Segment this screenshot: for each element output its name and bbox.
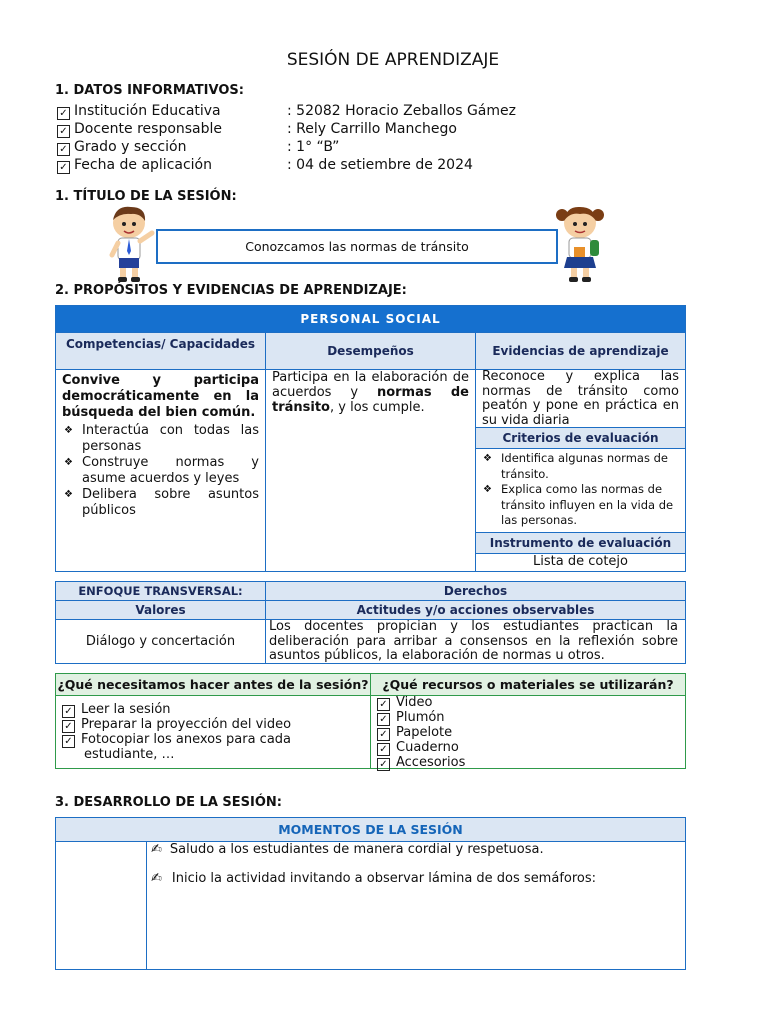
- list-item: [62, 718, 370, 733]
- criterios-cell: [475, 448, 686, 533]
- antes-list: [62, 703, 370, 763]
- session-title-text: Conozcamos las normas de tránsito: [245, 239, 469, 254]
- checkbox-icon: ✓: [377, 698, 390, 711]
- desempeno-part: , y los cumple.: [330, 400, 425, 415]
- instrumento-header: Instrumento de evaluación: [475, 532, 686, 554]
- enfoque-label: ENFOQUE TRANSVERSAL:: [55, 581, 266, 601]
- instrumento-value: Lista de cotejo: [475, 553, 686, 572]
- list-item: [377, 696, 685, 711]
- datos-label: Institución Educativa: [74, 103, 221, 119]
- list-item: [377, 711, 685, 726]
- list-item: [151, 871, 596, 886]
- desempeno-bold: normas de tránsito: [272, 385, 469, 415]
- list-item: ❖ Delibera sobre asuntos públicos: [62, 487, 259, 519]
- writing-hand-icon: ✍: [151, 871, 162, 886]
- list-item: ❖ Interactúa con todas las personas: [62, 423, 259, 455]
- antes-header: ¿Qué necesitamos hacer antes de la sesión?: [55, 673, 371, 696]
- datos-label: Docente responsable: [74, 121, 223, 137]
- checkbox-icon: ✓: [57, 125, 70, 138]
- momento-label-cell: [55, 841, 147, 970]
- list-item: ❖ Construye normas y asume acuerdos y leyes: [62, 455, 259, 487]
- girl-student-icon: [552, 203, 608, 285]
- actitud-text: Los docentes propician y los estudiantes practican la deliberación para arribar a consensos en la reflexión sobre asuntos públicos, la elaboración de normas u otros.: [269, 619, 678, 663]
- section-propositos-heading: 2. PROPÓSITOS Y EVIDENCIAS DE APRENDIZAJE:: [55, 283, 407, 298]
- list-item-label: Inicio la actividad invitando a observar lámina de dos semáforos:: [171, 871, 597, 886]
- datos-value: : 52082 Horacio Zeballos Gámez: [287, 103, 516, 119]
- actitudes-header: Actitudes y/o acciones observables: [265, 600, 686, 620]
- list-item-label: Papelote: [396, 725, 453, 740]
- list-item-label: Plumón: [396, 710, 445, 725]
- recursos-list: [377, 696, 685, 771]
- evidencias-col-header: Evidencias de aprendizaje: [475, 332, 686, 370]
- competencias-col-header: Competencias/ Capacidades: [55, 332, 266, 370]
- list-item: ❖ Explica como las normas de tránsito influyen en la vida de las personas.: [481, 482, 679, 529]
- list-item-label: Fotocopiar los anexos para cada estudiante, …: [81, 732, 292, 762]
- list-item-label: Leer la sesión: [81, 702, 171, 717]
- desempeno-text: [272, 370, 469, 415]
- datos-value: : 1° “B”: [287, 139, 340, 155]
- momento-content-cell: [146, 841, 686, 970]
- datos-informativos: [57, 103, 657, 179]
- actitud-cell: [265, 619, 686, 664]
- list-item-label: Preparar la proyección del video: [81, 717, 292, 732]
- checkbox-icon: ✓: [377, 728, 390, 741]
- checkbox-icon: ✓: [62, 720, 75, 733]
- valores-header: Valores: [55, 600, 266, 620]
- datos-value: : Rely Carrillo Manchego: [287, 121, 457, 137]
- checkbox-icon: ✓: [62, 735, 75, 748]
- checkbox-icon: ✓: [57, 143, 70, 156]
- criterios-list: [481, 451, 679, 529]
- recursos-cell: [370, 695, 686, 769]
- list-item: [377, 726, 685, 741]
- datos-label: Fecha de aplicación: [74, 157, 212, 173]
- evidencia-text: Reconoce y explica las normas de tránsito como peatón y pone en práctica en su vida diaria: [482, 369, 679, 428]
- competencias-cell: [55, 369, 266, 572]
- checkbox-icon: ✓: [377, 713, 390, 726]
- list-item: [62, 733, 344, 763]
- list-item-label: Video: [396, 695, 433, 710]
- desempenos-col-header: Desempeños: [265, 332, 476, 370]
- datos-label: Grado y sección: [74, 139, 187, 155]
- desempenos-cell: [265, 369, 476, 572]
- list-item: [151, 842, 544, 857]
- recursos-header: ¿Qué recursos o materiales se utilizarán?: [370, 673, 686, 696]
- checkbox-icon: ✓: [377, 743, 390, 756]
- datos-value: : 04 de setiembre de 2024: [287, 157, 473, 173]
- area-header: PERSONAL SOCIAL: [55, 305, 686, 333]
- valor-text: Diálogo y concertación: [55, 619, 266, 664]
- page-title: SESIÓN DE APRENDIZAJE: [286, 50, 500, 70]
- list-item: ❖ Identifica algunas normas de tránsito.: [481, 451, 679, 482]
- list-item-label: Cuaderno: [396, 740, 459, 755]
- checkbox-icon: ✓: [57, 107, 70, 120]
- section-desarrollo-heading: 3. DESARROLLO DE LA SESIÓN:: [55, 795, 282, 810]
- momentos-header: MOMENTOS DE LA SESIÓN: [55, 817, 686, 842]
- session-title-box: [156, 229, 558, 264]
- enfoque-value: Derechos: [265, 581, 686, 601]
- writing-hand-icon: ✍: [151, 842, 162, 857]
- list-item: [377, 756, 685, 771]
- checkbox-icon: ✓: [377, 758, 390, 771]
- list-item-label: Saludo a los estudiantes de manera cordial y respetuosa.: [169, 842, 544, 857]
- competencia-text: Convive y participa democráticamente en la búsqueda del bien común.: [62, 373, 259, 420]
- boy-student-icon: [104, 203, 158, 285]
- list-item-label: Accesorios: [396, 755, 466, 770]
- section-titulo-heading: 1. TÍTULO DE LA SESIÓN:: [55, 189, 237, 204]
- evidencia-cell: [475, 369, 686, 428]
- capacidades-list: [62, 423, 259, 519]
- criterios-header: Criterios de evaluación: [475, 427, 686, 449]
- list-item: [62, 703, 370, 718]
- section-datos-heading: 1. DATOS INFORMATIVOS:: [55, 83, 244, 98]
- desempeno-part: Participa en la elaboración de acuerdos y: [272, 370, 469, 400]
- checkbox-icon: ✓: [62, 705, 75, 718]
- checkbox-icon: ✓: [57, 161, 70, 174]
- list-item: [377, 741, 685, 756]
- antes-cell: [55, 695, 371, 769]
